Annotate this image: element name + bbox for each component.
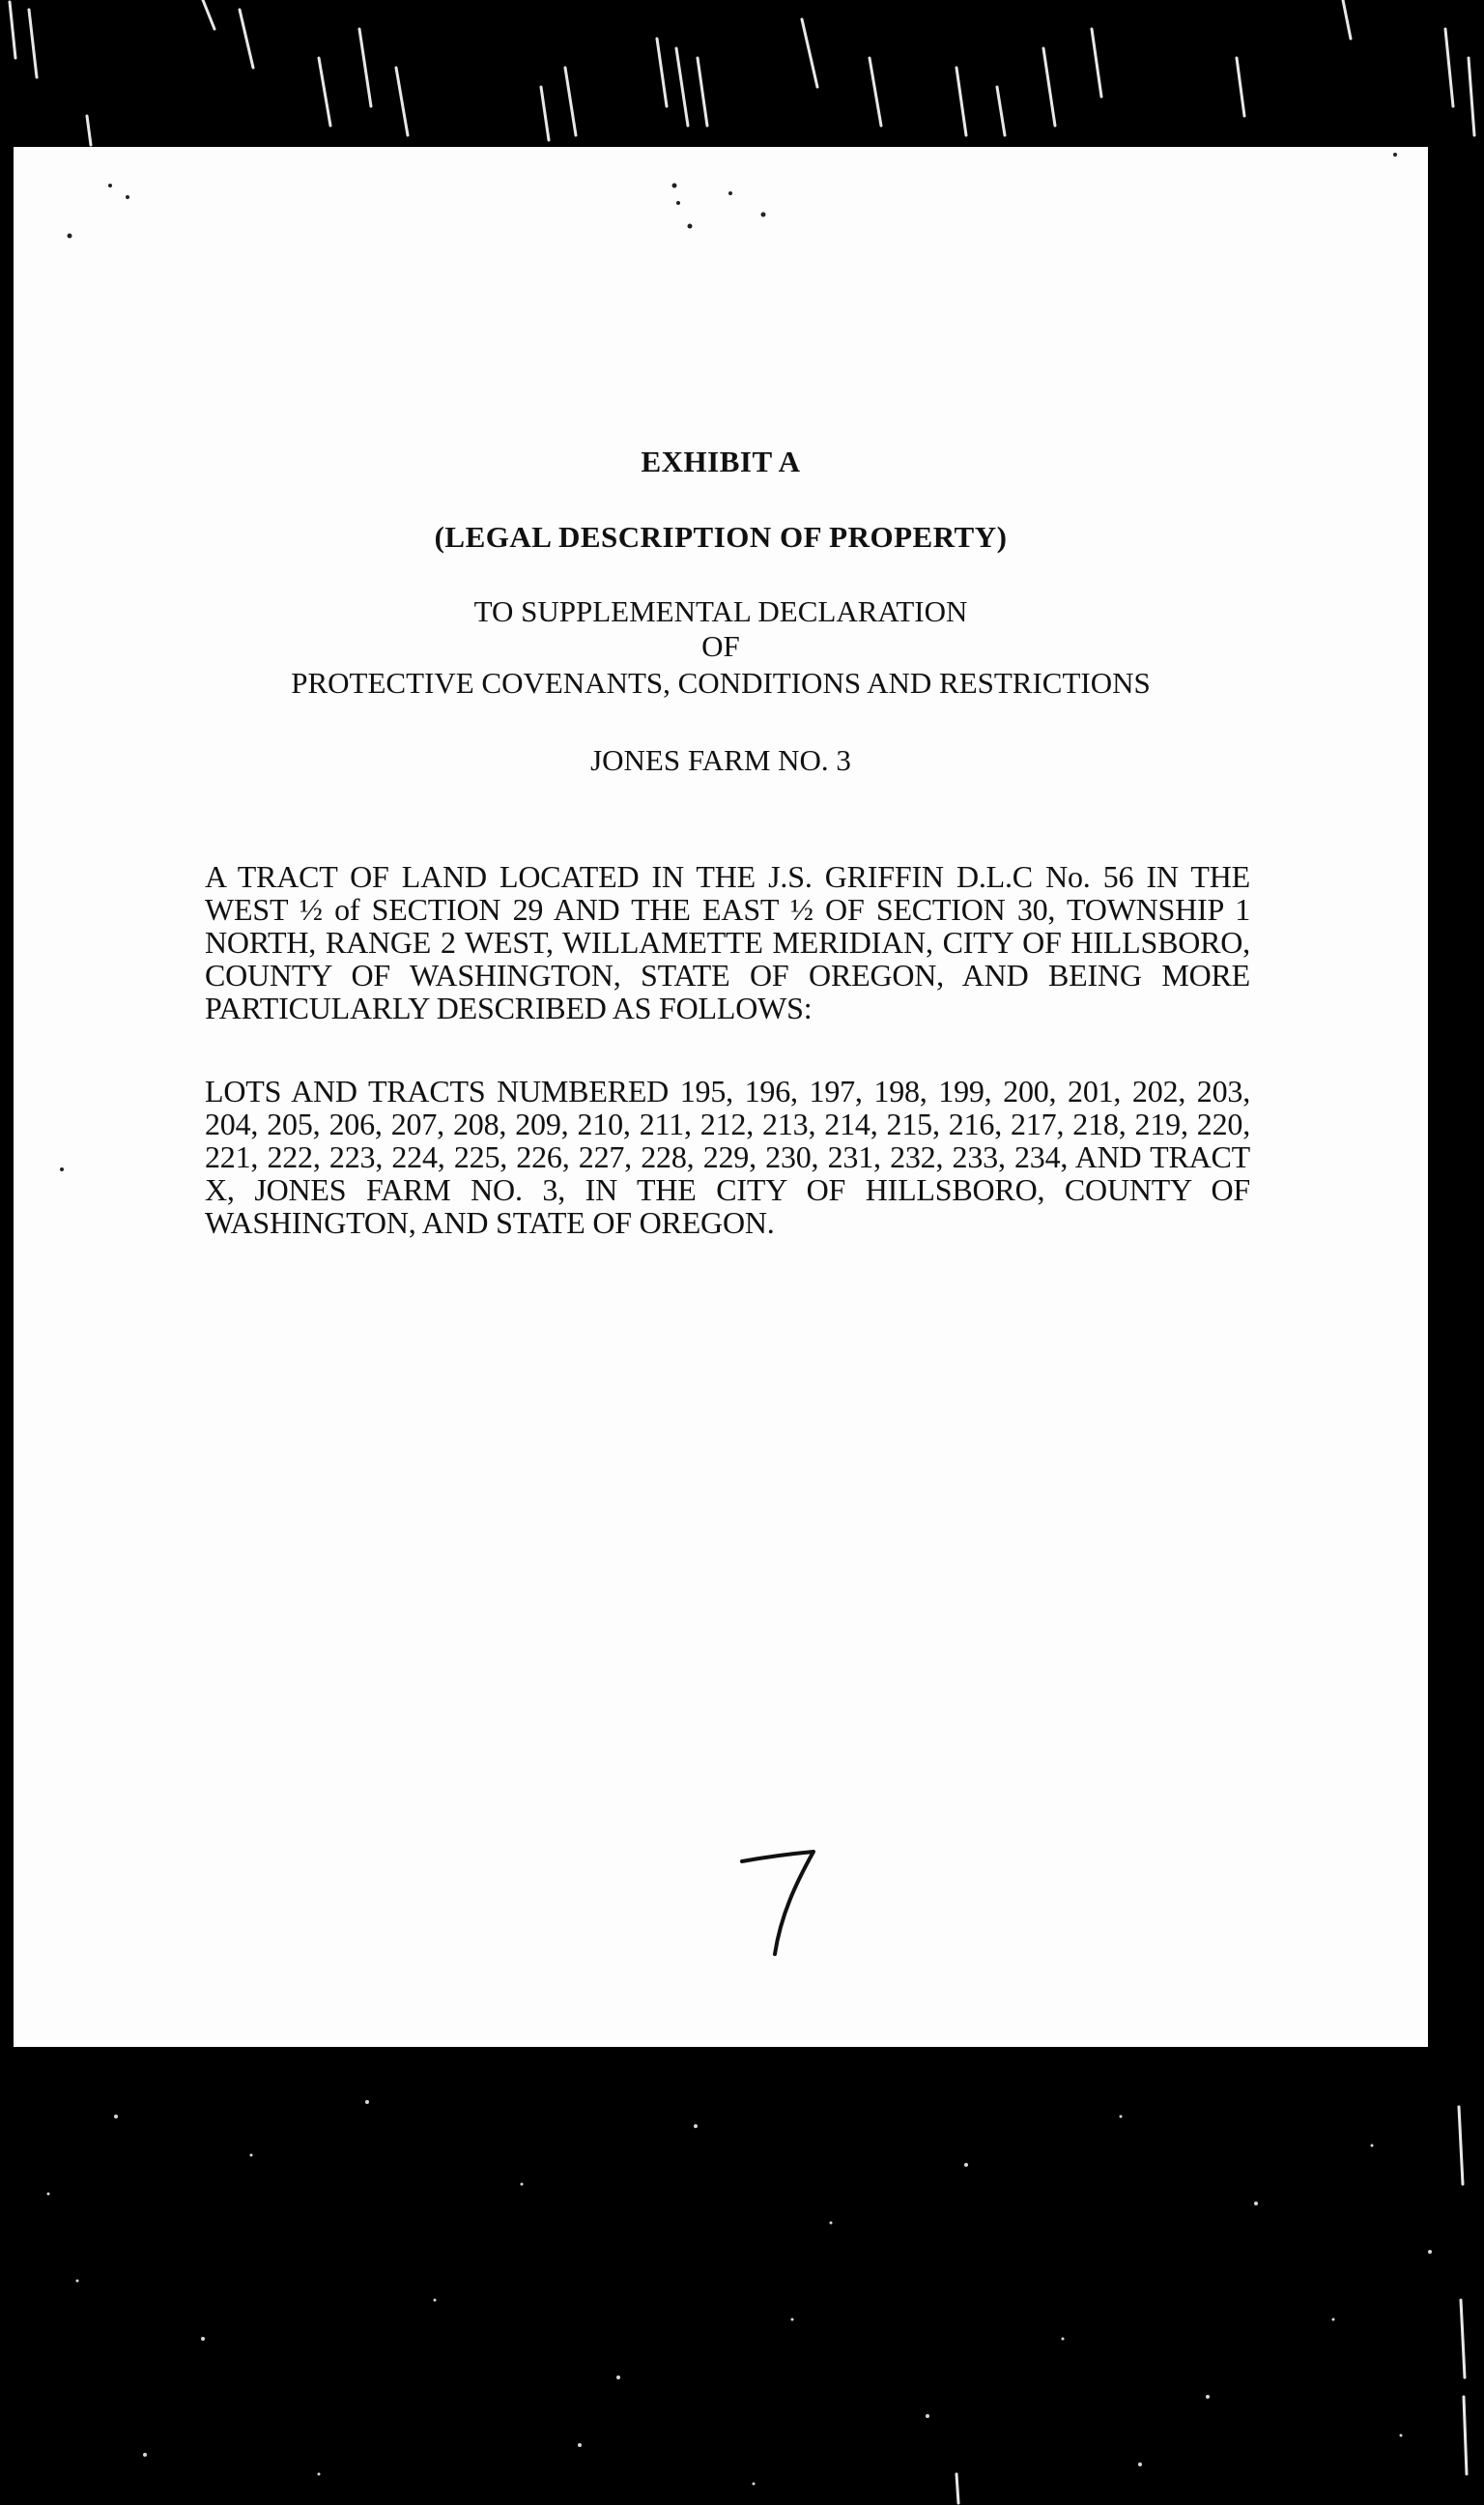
declaration-line-2: OF xyxy=(701,629,740,663)
tract-description-paragraph: A TRACT OF LAND LOCATED IN THE J.S. GRIFFIN D.L.C No. 56 IN THE WEST ½ of SECTION 29 AND THE EAST ½ OF SECTION 30, TOWNSHIP 1 NORTH, RANGE 2 WEST, WILLAMETTE MERIDIAN, CITY OF HILLSBORO, COUNTY OF WASHINGTON, STATE OF OREGON, AND BEING MORE PARTICULARLY DESCRIBED AS FOLLOWS: xyxy=(205,859,1250,1025)
svg-text:7: 7 xyxy=(734,1846,735,1847)
declaration-line-3: PROTECTIVE COVENANTS, CONDITIONS AND RESTRICTIONS xyxy=(291,666,1151,700)
subdivision-name: JONES FARM NO. 3 xyxy=(590,743,851,777)
lots-description-paragraph: LOTS AND TRACTS NUMBERED 195, 196, 197, 198, 199, 200, 201, 202, 203, 204, 205, 206, 207, 208, 209, 210, 211, 212, 213, 214, 215, 216, 217, 218, 219, 220, 221, 222, 223, 224, 225, 226, 227, 228, 229, 230, 231, 232, 233, 234, AND TRACT X, JONES FARM NO. 3, IN THE CITY OF HILLSBORO, COUNTY OF WASHINGTON, AND STATE OF OREGON. xyxy=(205,1074,1250,1240)
document-page xyxy=(14,147,1428,2047)
declaration-line-1: TO SUPPLEMENTAL DECLARATION xyxy=(473,594,968,628)
handwritten-page-number xyxy=(734,1846,821,1962)
exhibit-title: EXHIBIT A xyxy=(641,445,801,478)
exhibit-subtitle: (LEGAL DESCRIPTION OF PROPERTY) xyxy=(434,520,1008,554)
exhibit-document xyxy=(14,147,1428,2047)
